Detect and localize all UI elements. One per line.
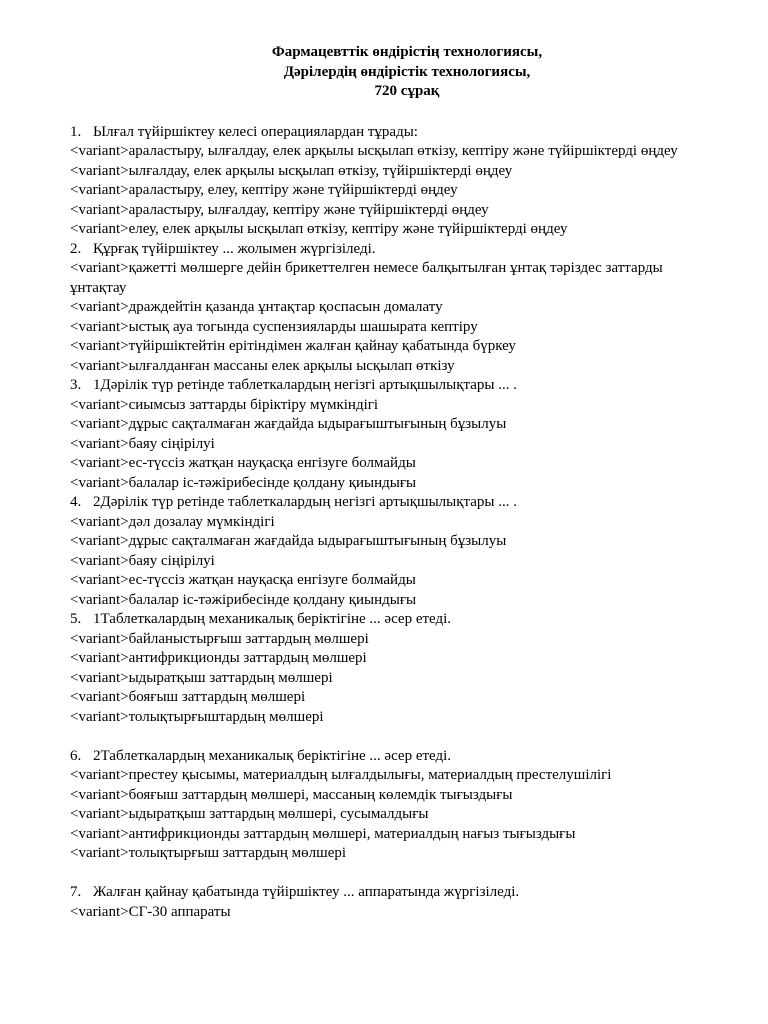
answer-variant: <variant>ес-түссіз жатқан науқасқа енгізуге болмайды [70, 455, 416, 471]
answer-variant: <variant>ыстық ауа тогында суспензияларды шашырата кептіру [70, 318, 478, 335]
question-heading [70, 240, 720, 260]
question-heading [70, 883, 720, 903]
question-number: 1. [70, 123, 82, 140]
answer-variant: <variant>ылғалданған массаны елек арқылы ысқылап өткізу [70, 357, 455, 374]
answer-variant: <variant>престеу қысымы, материалдың ылғалдылығы, материалдың престелушілігі [70, 767, 612, 783]
question-heading [70, 376, 720, 396]
title-line: Дәрілердің өндірістік технологиясы, [283, 63, 531, 80]
answer-variant: <variant>баяу сіңірілуі [70, 435, 215, 452]
answer-variant: <variant>араластыру, елеу, кептіру және түйіршіктерді өңдеу [70, 182, 458, 198]
question-heading [70, 610, 720, 630]
question-number: 3. [70, 377, 82, 393]
answer-variant: <variant>араластыру, ылғалдау, кептіру және түйіршіктерді өңдеу [70, 201, 489, 218]
question-list [70, 123, 720, 923]
question-text: 2Дәрілік түр ретінде таблеткалардың негізгі артықшылықтары ... . [93, 494, 517, 510]
blank-line [70, 864, 720, 884]
answer-variant: <variant>бояғыш заттардың мөлшері [70, 689, 306, 705]
answer-variant: <variant>ес-түссіз жатқан науқасқа енгізуге болмайды [70, 572, 416, 588]
question-text: Жалған қайнау қабатында түйіршіктеу ... аппаратында жүргізіледі. [93, 884, 520, 900]
answer-variant: <variant>байланыстырғыш заттардың мөлшері [70, 630, 369, 647]
answer-variant: <variant>антифрикционды заттардың мөлшері [70, 650, 367, 666]
title-line: 720 сұрақ [374, 83, 440, 99]
question-heading [70, 493, 720, 513]
answer-variant: <variant>СГ-30 аппараты [70, 903, 231, 920]
answer-variant: <variant>баяу сіңірілуі [70, 552, 215, 569]
question-text: Ылғал түйіршіктеу келесі операциялардан тұрады: [93, 123, 418, 140]
answer-variant: <variant>драждейтін қазанда ұнтақтар қоспасын домалату [70, 299, 443, 315]
answer-variant: <variant>дәл дозалау мүмкіндігі [70, 513, 275, 530]
answer-variant: <variant>ылғалдау, елек арқылы ысқылап өткізу, түйіршіктерді өңдеу [70, 162, 513, 179]
answer-variant: <variant>балалар іс-тәжірибесінде қолдану қиындығы [70, 474, 417, 491]
answer-variant: <variant>толықтырғыш заттардың мөлшері [70, 845, 347, 861]
question-number: 4. [70, 494, 82, 510]
blank-line [70, 727, 720, 747]
answer-variant: <variant>ыдыратқыш заттардың мөлшері, сусымалдығы [70, 806, 429, 822]
answer-variant: <variant>елеу, елек арқылы ысқылап өткізу, кептіру және түйіршіктерді өңдеу [70, 221, 568, 237]
answer-variant: <variant>түйіршіктейтін ерітіндімен жалған қайнау қабатында бүркеу [70, 338, 516, 354]
answer-variant: <variant>ыдыратқыш заттардың мөлшері [70, 669, 333, 686]
question-text: Құрғақ түйіршіктеу ... жолымен жүргізіледі. [93, 240, 376, 257]
question-text: 1Дәрілік түр ретінде таблеткалардың негізгі артықшылықтары ... . [93, 377, 517, 393]
question-number: 2. [70, 240, 82, 257]
question-heading [70, 747, 720, 767]
answer-variant: <variant>балалар іс-тәжірибесінде қолдану қиындығы [70, 591, 417, 608]
document-title [70, 43, 720, 102]
document-page [70, 43, 720, 922]
answer-variant: <variant>антифрикционды заттардың мөлшері, материалдың нағыз тығыздығы [70, 825, 576, 842]
title-line: Фармацевттік өндірістің технологиясы, [271, 44, 543, 60]
answer-variant: <variant>бояғыш заттардың мөлшері, массаның көлемдік тығыздығы [70, 786, 513, 803]
answer-variant: <variant>толықтырғыштардың мөлшері [70, 708, 324, 725]
question-number: 5. [70, 611, 82, 627]
question-text: 2Таблеткалардың механикалық беріктігіне ... әсер етеді. [93, 747, 452, 764]
answer-variant: <variant>сиымсыз заттарды біріктіру мүмкіндігі [70, 396, 379, 413]
answer-variant: <variant>қажетті мөлшерге дейін брикеттелген немесе балқытылған ұнтақ тәріздес заттарды ұнтақтау [70, 260, 663, 296]
question-heading [70, 123, 720, 143]
answer-variant: <variant>араластыру, ылғалдау, елек арқылы ысқылап өткізу, кептіру және түйіршіктерді өңдеу [70, 143, 678, 159]
answer-variant: <variant>дұрыс сақталмаған жағдайда ыдырағыштығының бұзылуы [70, 416, 507, 432]
question-text: 1Таблеткалардың механикалық беріктігіне ... әсер етеді. [93, 611, 452, 627]
answer-variant: <variant>дұрыс сақталмаған жағдайда ыдырағыштығының бұзылуы [70, 533, 507, 549]
question-number: 6. [70, 747, 82, 764]
question-number: 7. [70, 884, 82, 900]
